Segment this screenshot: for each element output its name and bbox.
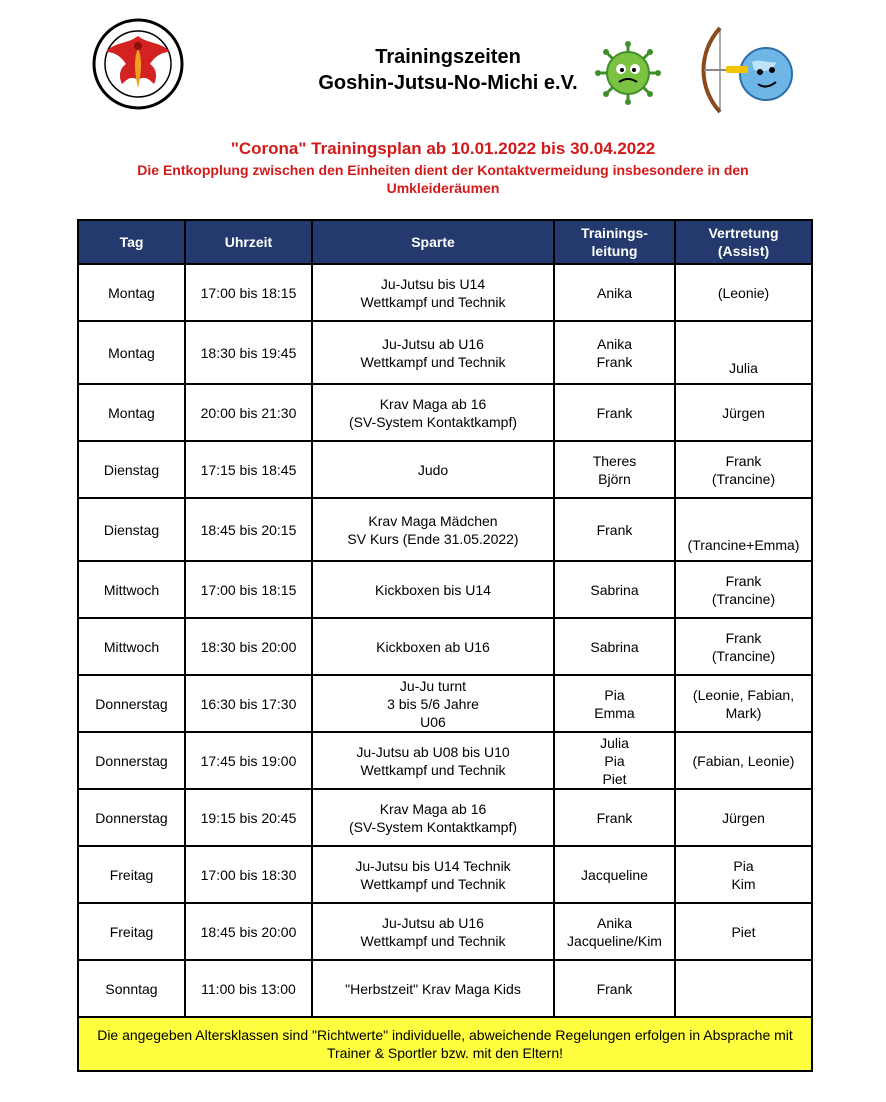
cell-sparte [312, 903, 554, 960]
cell-leitung [554, 498, 675, 561]
cell-sparte-line: Ju-Jutsu ab U16 [382, 914, 484, 931]
cell-sparte [312, 846, 554, 903]
cell-uhrzeit: 16:30 bis 17:30 [185, 675, 312, 732]
column-header-vertretung-line2: (Assist) [717, 243, 770, 259]
cell-uhrzeit: 18:30 bis 20:00 [185, 618, 312, 675]
cell-sparte-line: Ju-Jutsu bis U14 [380, 275, 486, 292]
cell-tag: Dienstag [78, 441, 185, 498]
cell-leitung [554, 732, 675, 789]
cell-sparte-line: Wettkampf und Technik [360, 293, 506, 310]
page-title: Trainingszeiten [375, 46, 521, 68]
cell-sparte-line: "Herbstzeit" Krav Maga Kids [345, 980, 521, 997]
cell-tag: Sonntag [78, 960, 185, 1017]
cell-leitung-line: Piet [602, 770, 627, 787]
table-row [78, 903, 812, 960]
cell-vertretung [675, 498, 812, 561]
column-header-vertretung [675, 220, 812, 264]
cell-vertretung [675, 264, 812, 321]
table-row [78, 498, 812, 561]
cell-sparte [312, 498, 554, 561]
cell-uhrzeit: 18:30 bis 19:45 [185, 321, 312, 384]
age-class-note: Die angegeben Altersklassen sind "Richtwerte" individuelle, abweichende Regelungen erfolgen in Absprache mit Trainer & Sportler bzw. mit den Eltern! [78, 1017, 812, 1071]
cell-vertretung-line: Mark) [725, 704, 762, 721]
plan-period: "Corona" Trainingsplan ab 10.01.2022 bis 30.04.2022 [230, 139, 656, 158]
cell-sparte-line: Krav Maga ab 16 [379, 800, 487, 817]
cell-vertretung-line: Frank [725, 452, 762, 469]
cell-vertretung-line: Frank [725, 572, 762, 589]
cell-uhrzeit: 18:45 bis 20:15 [185, 498, 312, 561]
cell-vertretung [675, 321, 812, 384]
cell-sparte [312, 732, 554, 789]
cell-sparte-line: Krav Maga Mädchen [368, 512, 498, 529]
cell-leitung [554, 960, 675, 1017]
cell-leitung [554, 903, 675, 960]
cell-vertretung [675, 384, 812, 441]
club-name: Goshin-Jutsu-No-Michi e.V. [318, 72, 578, 94]
column-header-leitung [554, 220, 675, 264]
table-row [78, 675, 812, 732]
title-block [300, 44, 596, 96]
table-row [78, 264, 812, 321]
cell-tag: Montag [78, 264, 185, 321]
table-row [78, 384, 812, 441]
cell-uhrzeit: 20:00 bis 21:30 [185, 384, 312, 441]
cell-vertretung-line: (Trancine) [711, 590, 776, 607]
cell-leitung-line: Jacqueline [581, 866, 648, 883]
cell-leitung-line: Frank [596, 521, 633, 538]
cell-vertretung-line: Kim [731, 875, 756, 892]
table-row [78, 561, 812, 618]
cell-sparte [312, 561, 554, 618]
cell-vertretung-line: Piet [731, 923, 756, 940]
cell-vertretung-line: Frank [725, 629, 762, 646]
cell-leitung-line: Anika [596, 335, 633, 352]
cell-tag: Freitag [78, 846, 185, 903]
cell-uhrzeit: 18:45 bis 20:00 [185, 903, 312, 960]
cell-vertretung-line: (Leonie) [717, 284, 770, 301]
cell-vertretung-line: Jürgen [722, 404, 765, 421]
cell-uhrzeit: 17:15 bis 18:45 [185, 441, 312, 498]
cell-sparte-line: 3 bis 5/6 Jahre [387, 695, 479, 712]
cell-uhrzeit: 17:00 bis 18:15 [185, 264, 312, 321]
cell-sparte [312, 264, 554, 321]
phoenix-logo-icon [92, 18, 184, 110]
cell-leitung-line: Sabrina [590, 581, 639, 598]
cell-uhrzeit: 17:00 bis 18:30 [185, 846, 312, 903]
cell-tag: Montag [78, 321, 185, 384]
cell-sparte-line: Ju-Jutsu bis U14 Technik [355, 857, 511, 874]
cell-vertretung [675, 441, 812, 498]
cell-sparte-line: Judo [417, 461, 449, 478]
cell-vertretung-line: (Fabian, Leonie) [692, 752, 795, 769]
cell-sparte [312, 384, 554, 441]
cell-sparte [312, 675, 554, 732]
table-row [78, 321, 812, 384]
cell-leitung [554, 561, 675, 618]
table-row [78, 618, 812, 675]
cell-leitung [554, 675, 675, 732]
cell-leitung-line: Björn [598, 470, 631, 487]
cell-leitung [554, 441, 675, 498]
cell-leitung [554, 384, 675, 441]
cell-vertretung-line: Jürgen [722, 809, 765, 826]
cell-sparte-line: Krav Maga ab 16 [379, 395, 487, 412]
cell-sparte-line: Wettkampf und Technik [360, 761, 506, 778]
cell-leitung-line: Jacqueline/Kim [567, 932, 662, 949]
cell-uhrzeit: 11:00 bis 13:00 [185, 960, 312, 1017]
plan-subtitle [0, 137, 886, 197]
column-header-leitung-line2: leitung [591, 243, 638, 259]
cell-leitung [554, 618, 675, 675]
cell-tag: Dienstag [78, 498, 185, 561]
cell-leitung [554, 789, 675, 846]
training-schedule-table [77, 219, 813, 1072]
cell-leitung-line: Anika [596, 284, 633, 301]
cell-vertretung-line: Pia [733, 857, 754, 874]
cell-sparte-line: Wettkampf und Technik [360, 353, 506, 370]
cell-uhrzeit: 17:45 bis 19:00 [185, 732, 312, 789]
plan-note: Die Entkopplung zwischen den Einheiten dient der Kontaktvermeidung insbesondere in den Umkleideräumen [137, 162, 749, 196]
cell-sparte [312, 618, 554, 675]
cell-leitung-line: Julia [600, 734, 629, 751]
cell-uhrzeit: 19:15 bis 20:45 [185, 789, 312, 846]
cell-vertretung-line: (Trancine) [711, 647, 776, 664]
cell-leitung-line: Pia [604, 686, 625, 703]
cell-vertretung [675, 903, 812, 960]
cell-leitung-line: Frank [596, 980, 633, 997]
cell-sparte-line: U06 [420, 713, 446, 730]
cell-vertretung [675, 675, 812, 732]
cell-sparte-line: Ju-Ju turnt [399, 677, 467, 694]
cell-tag: Mittwoch [78, 561, 185, 618]
cell-uhrzeit: 17:00 bis 18:15 [185, 561, 312, 618]
table-row [78, 960, 812, 1017]
cell-leitung [554, 846, 675, 903]
cell-leitung-line: Pia [604, 752, 625, 769]
cell-vertretung [675, 561, 812, 618]
archer-globe-icon [690, 22, 796, 118]
table-row [78, 441, 812, 498]
table-body [78, 264, 812, 1017]
cell-sparte [312, 321, 554, 384]
cell-sparte-line: SV Kurs (Ende 31.05.2022) [347, 530, 519, 547]
cell-leitung-line: Theres [592, 452, 637, 469]
cell-vertretung-line: Julia [729, 360, 758, 376]
cell-vertretung-line: (Trancine+Emma) [687, 537, 800, 553]
column-header-leitung-line1: Trainings- [581, 225, 648, 241]
cell-tag: Freitag [78, 903, 185, 960]
cell-sparte-line: (SV-System Kontaktkampf) [348, 818, 518, 835]
table-row [78, 846, 812, 903]
cell-leitung-line: Anika [596, 914, 633, 931]
table-row [78, 789, 812, 846]
cell-leitung-line: Emma [594, 704, 635, 721]
cell-sparte [312, 789, 554, 846]
cell-leitung [554, 321, 675, 384]
cell-leitung-line: Sabrina [590, 638, 639, 655]
cell-tag: Donnerstag [78, 732, 185, 789]
document-header [0, 0, 886, 135]
cell-tag: Donnerstag [78, 789, 185, 846]
cell-tag: Mittwoch [78, 618, 185, 675]
cell-leitung [554, 264, 675, 321]
cell-sparte-line: Wettkampf und Technik [360, 932, 506, 949]
cell-vertretung [675, 732, 812, 789]
cell-sparte-line: (SV-System Kontaktkampf) [348, 413, 518, 430]
table-footer-row [78, 1017, 812, 1071]
cell-sparte-line: Kickboxen ab U16 [376, 638, 490, 655]
cell-tag: Donnerstag [78, 675, 185, 732]
cell-tag: Montag [78, 384, 185, 441]
column-header-sparte: Sparte [312, 220, 554, 264]
table-row [78, 732, 812, 789]
cell-leitung-line: Frank [596, 404, 633, 421]
cell-sparte-line: Kickboxen bis U14 [375, 581, 491, 598]
cell-sparte [312, 441, 554, 498]
cell-vertretung [675, 846, 812, 903]
cell-vertretung [675, 789, 812, 846]
cell-vertretung [675, 960, 812, 1017]
cell-vertretung-line: (Leonie, Fabian, [692, 686, 795, 703]
column-header-tag: Tag [78, 220, 185, 264]
cell-sparte-line: Ju-Jutsu ab U16 [382, 335, 484, 352]
cell-vertretung-line: (Trancine) [711, 470, 776, 487]
column-header-vertretung-line1: Vertretung [708, 225, 779, 241]
cell-leitung-line: Frank [596, 809, 633, 826]
column-header-uhrzeit: Uhrzeit [185, 220, 312, 264]
cell-sparte-line: Ju-Jutsu ab U08 bis U10 [356, 743, 510, 760]
corona-virus-icon [592, 40, 664, 106]
cell-sparte-line: Wettkampf und Technik [360, 875, 506, 892]
cell-vertretung [675, 618, 812, 675]
cell-sparte [312, 960, 554, 1017]
table-header-row [78, 220, 812, 264]
cell-leitung-line: Frank [596, 353, 633, 370]
